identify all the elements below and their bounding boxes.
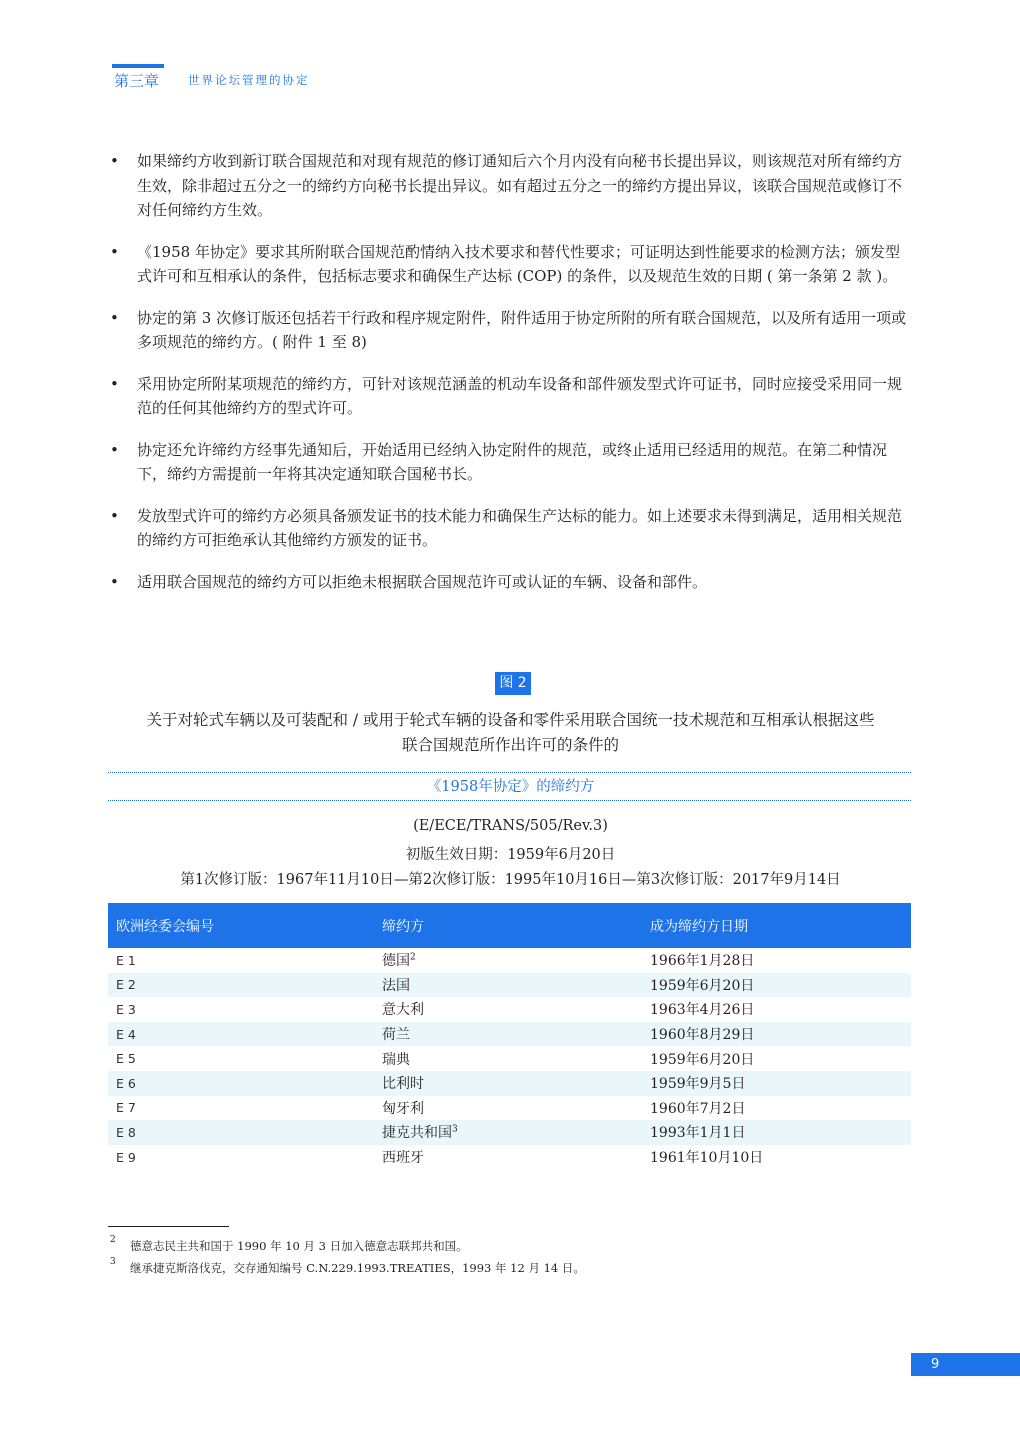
party-name: 匈牙利 <box>382 1100 424 1117</box>
chapter-title: 世界论坛管理的协定 <box>188 73 310 87</box>
cell-code: E 2 <box>108 973 374 998</box>
contracting-parties-table <box>108 903 911 1169</box>
footnote-rule <box>108 1226 229 1227</box>
table-header-row <box>108 903 911 948</box>
cell-code: E 6 <box>108 1071 374 1096</box>
cell-date: 1993年1月1日 <box>642 1120 911 1145</box>
table-row <box>108 1022 911 1047</box>
cell-party <box>374 997 642 1022</box>
cell-code: E 5 <box>116 1051 136 1067</box>
cell-party <box>374 1096 642 1121</box>
cell-date: 1959年9月5日 <box>642 1071 911 1096</box>
cell-date: 1959年6月20日 <box>650 1051 755 1068</box>
cell-party <box>374 1046 642 1071</box>
table-row <box>108 1071 911 1096</box>
revisions-line: 第1次修订版：1967年11月10日—第2次修订版：1995年10月16日—第3次修订版：2017年9月14日 <box>180 872 841 888</box>
cell-party <box>374 1145 642 1170</box>
column-header-date: 成为缔约方日期 <box>642 903 911 948</box>
figure-caption-line: 联合国规范所作出许可的条件的 <box>401 736 619 754</box>
party-name: 瑞典 <box>382 1051 410 1068</box>
party-name: 德国 <box>382 953 410 970</box>
footnote-number: 3 <box>110 1257 116 1267</box>
footnote-number: 2 <box>110 1235 116 1245</box>
bullet-item: • 采用协定所附某项规范的缔约方，可针对该规范涵盖的机动车设备和部件颁发型式许可证书，同时应接受采用同一规范的任何其他缔约方的型式许可。 <box>108 372 913 421</box>
cell-date: 1961年10月10日 <box>650 1150 764 1167</box>
footnote-text: 继承捷克斯洛伐克，交存通知编号 C.N.229.1993.TREATIES，1993 年 12 月 14 日。 <box>130 1261 585 1275</box>
table-row <box>108 1145 911 1170</box>
bullet-item: • 协定还允许缔约方经事先通知后，开始适用已经纳入协定附件的规范，或终止适用已经适用的规范。在第二种情况下，缔约方需提前一年将其决定通知联合国秘书长。 <box>108 438 913 487</box>
table-row <box>108 1096 911 1121</box>
table-row <box>108 1046 911 1071</box>
bullet-item: • 如果缔约方收到新订联合国规范和对现有规范的修订通知后六个月内没有向秘书长提出异议，则该规范对所有缔约方生效，除非超过五分之一的缔约方向秘书长提出异议。如有超过五分之一的缔约方提出异议，该联合国规范或修订不对任何缔约方生效。 <box>108 149 913 223</box>
chapter-label: 第三章 <box>114 72 160 90</box>
bullet-list <box>108 149 913 611</box>
cell-code: E 8 <box>108 1120 374 1145</box>
bullet-item: • 《1958 年协定》要求其所附联合国规范酌情纳入技术要求和替代性要求；可证明达到性能要求的检测方法；颁发型式许可和互相承认的条件，包括标志要求和确保生产达标 (COP) 的条件，以及规范生效的日期 ( 第一条第 2 款 )。 <box>108 240 913 289</box>
table-row <box>108 948 911 973</box>
chapter-accent-bar <box>112 64 164 68</box>
cell-code: E 9 <box>116 1149 136 1165</box>
party-name: 荷兰 <box>382 1027 410 1044</box>
table-row <box>108 973 911 998</box>
party-name: 意大利 <box>382 1002 424 1019</box>
column-header-party: 缔约方 <box>374 903 642 948</box>
party-name: 西班牙 <box>382 1150 424 1167</box>
cell-party <box>374 1120 642 1145</box>
page-number: 9 <box>911 1353 1020 1376</box>
cell-party <box>374 948 642 973</box>
party-name: 比利时 <box>382 1076 424 1093</box>
bullet-item: • 适用联合国规范的缔约方可以拒绝未根据联合国规范许可或认证的车辆、设备和部件。 <box>108 570 913 595</box>
party-name: 法国 <box>382 977 410 994</box>
cell-code: E 4 <box>108 1022 374 1047</box>
cell-party <box>374 973 642 998</box>
party-name: 捷克共和国 <box>382 1125 452 1142</box>
figure-caption-line: 关于对轮式车辆以及可装配和 / 或用于轮式车辆的设备和零件采用联合国统一技术规范和互相承认根据这些 <box>146 711 875 729</box>
column-header-code: 欧洲经委会编号 <box>108 903 374 948</box>
cell-party <box>374 1022 642 1047</box>
footnote-ref: 2 <box>410 952 416 963</box>
figure-caption <box>108 708 913 758</box>
cell-date: 1960年7月2日 <box>650 1100 746 1117</box>
bullet-item: • 协定的第 3 次修订版还包括若干行政和程序规定附件，附件适用于协定所附的所有联合国规范，以及所有适用一项或多项规范的缔约方。( 附件 1 至 8) <box>108 306 913 355</box>
figure-label: 图 2 <box>495 672 531 695</box>
cell-code: E 3 <box>116 1001 136 1017</box>
cell-date: 1959年6月20日 <box>642 973 911 998</box>
cell-code: E 7 <box>116 1100 136 1116</box>
cell-party <box>374 1071 642 1096</box>
footnote-ref: 3 <box>452 1124 458 1135</box>
footnote-text: 德意志民主共和国于 1990 年 10 月 3 日加入德意志联邦共和国。 <box>130 1239 468 1253</box>
divider-bottom <box>108 800 911 801</box>
cell-date: 1963年4月26日 <box>650 1002 755 1019</box>
table-row <box>108 1120 911 1145</box>
table-row <box>108 997 911 1022</box>
figure-subtitle: 《1958年协定》的缔约方 <box>426 779 595 795</box>
cell-code: E 1 <box>116 952 136 968</box>
divider-top <box>108 772 911 773</box>
cell-date: 1960年8月29日 <box>642 1022 911 1047</box>
cell-date: 1966年1月28日 <box>650 953 755 970</box>
doc-reference: (E/ECE/TRANS/505/Rev.3) <box>413 818 608 834</box>
bullet-item: • 发放型式许可的缔约方必须具备颁发证书的技术能力和确保生产达标的能力。如上述要求未得到满足，适用相关规范的缔约方可拒绝承认其他缔约方颁发的证书。 <box>108 504 913 553</box>
initial-date: 初版生效日期：1959年6月20日 <box>405 847 616 863</box>
